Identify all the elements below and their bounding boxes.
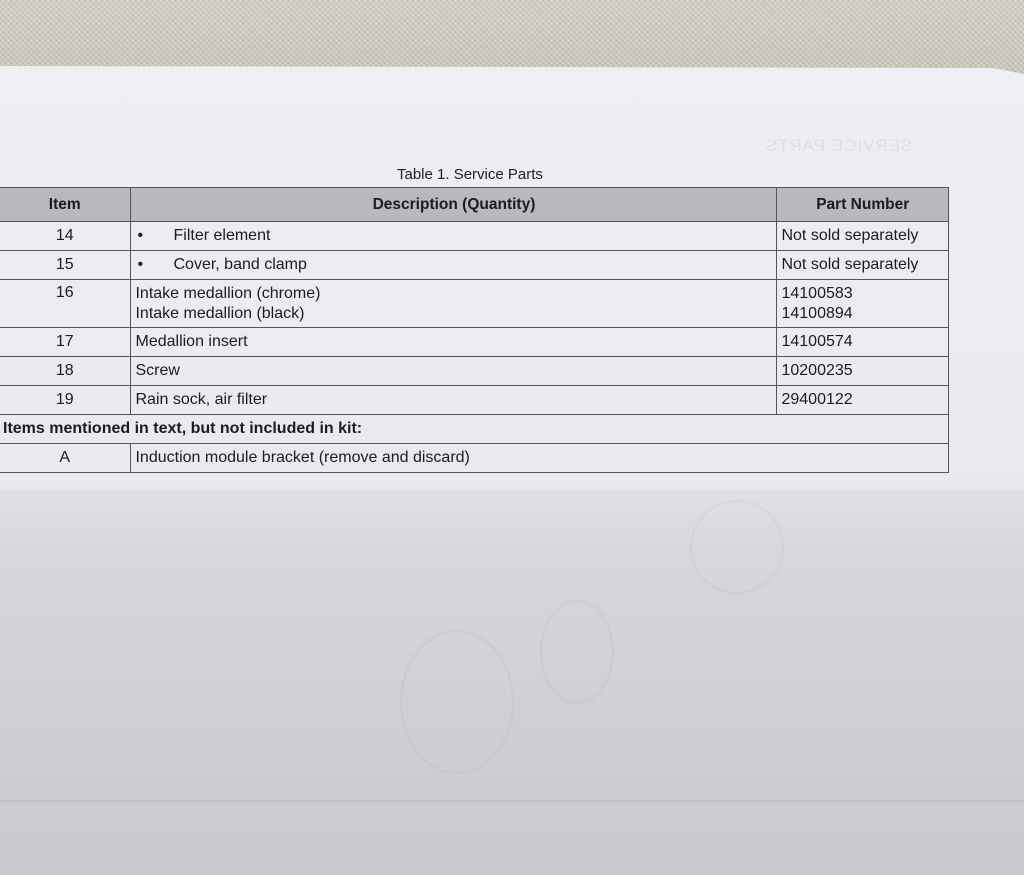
header-item: Item (0, 188, 131, 222)
show-through-text: SERVICE PARTS (765, 136, 913, 155)
table-row (0, 386, 949, 415)
item-number: 17 (0, 328, 131, 357)
part-number: 10200235 (777, 357, 949, 386)
description-text: Intake medallion (chrome) (135, 284, 321, 302)
description-text: Filter element (173, 227, 271, 244)
paper-fold (0, 800, 1024, 802)
table-row (0, 251, 949, 280)
item-number: 18 (0, 357, 131, 386)
part-number: 29400122 (777, 386, 949, 415)
show-through-diagram (400, 630, 514, 774)
bullet: • (137, 227, 144, 244)
item-number: 15 (0, 251, 131, 280)
service-parts-table (0, 187, 949, 473)
part-number-cell (777, 280, 949, 328)
description-text: Medallion insert (131, 328, 777, 357)
table-header-row (0, 188, 949, 222)
table-caption: Table 1. Service Parts (397, 166, 543, 183)
description-text: Screw (131, 357, 777, 386)
item-number: 19 (0, 386, 131, 415)
section-row (0, 415, 949, 444)
table-row (0, 280, 949, 328)
section-title: Items mentioned in text, but not included in kit: (0, 415, 949, 444)
header-description: Description (Quantity) (131, 188, 777, 222)
description-text: Cover, band clamp (173, 256, 307, 273)
part-number: 14100583 (781, 284, 853, 302)
description-text: Induction module bracket (remove and discard) (131, 444, 949, 473)
show-through-diagram (540, 600, 614, 704)
bullet: • (137, 256, 144, 273)
description-text: Intake medallion (black) (135, 304, 305, 322)
part-number: 14100574 (777, 328, 949, 357)
description-cell (131, 280, 777, 328)
description-text: Rain sock, air filter (131, 386, 777, 415)
part-number: Not sold separately (777, 222, 949, 251)
item-number: 16 (0, 280, 131, 328)
table-row (0, 222, 949, 251)
part-number: 14100894 (781, 304, 853, 322)
item-letter: A (0, 444, 131, 473)
part-number: Not sold separately (777, 251, 949, 280)
item-number: 14 (0, 222, 131, 251)
table-row (0, 328, 949, 357)
show-through-diagram (690, 500, 784, 594)
header-part-number: Part Number (777, 188, 949, 222)
table-row (0, 357, 949, 386)
table-row (0, 444, 949, 473)
description-cell (131, 251, 777, 280)
description-cell (131, 222, 777, 251)
